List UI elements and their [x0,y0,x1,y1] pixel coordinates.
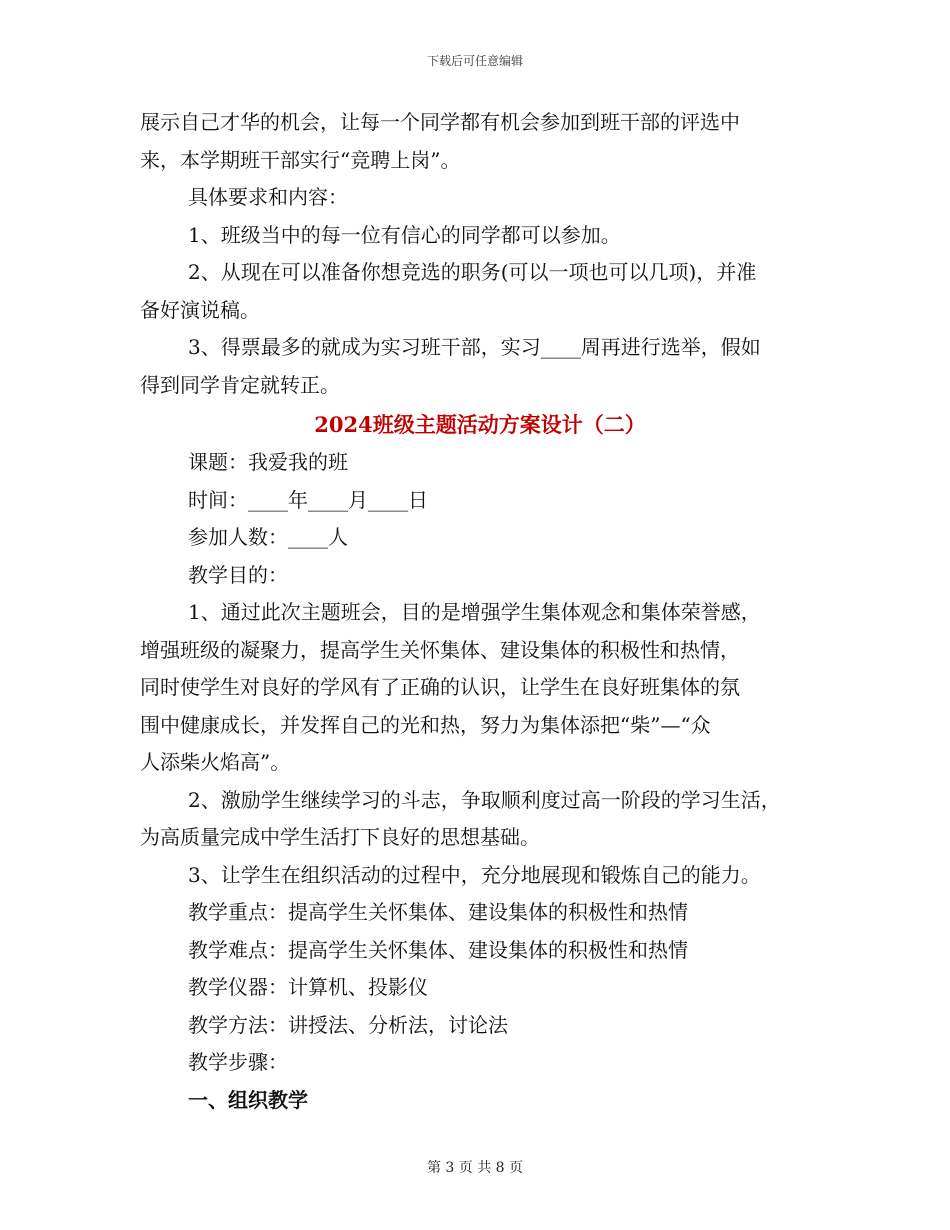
paragraph-line: 围中健康成长，并发挥自己的光和热，努力为集体添把“柴”—“众 [140,712,711,737]
paragraph-line: 展示自己才华的机会，让每一个同学都有机会参加到班干部的评选中 [140,110,740,134]
requirement-item-3: 3、得票最多的就成为实习班干部，实习____周再进行选举，假如 [188,335,761,359]
paragraph-line: 增强班级的凝聚力，提高学生关怀集体、建设集体的积极性和热情， [140,637,740,662]
difficulty-line: 教学难点：提高学生关怀集体、建设集体的积极性和热情 [188,937,688,962]
goal-item-3: 3、让学生在组织活动的过程中，充分地展现和锻炼自己的能力。 [188,862,761,887]
instruments-line: 教学仪器：计算机、投影仪 [188,975,428,999]
step-heading-1: 一、组织教学 [188,1087,308,1112]
document-body [140,104,820,1119]
paragraph-line: 为高质量完成中学生活打下良好的思想基础。 [140,825,540,849]
paragraph-line: 人添柴火焰高”。 [140,750,291,774]
goal-item-1: 1、通过此次主题班会，目的是增强学生集体观念和集体荣誉感， [188,600,761,624]
section-title: 2024班级主题活动方案设计（二） [314,412,646,437]
participants-line: 参加人数：____人 [188,525,348,549]
key-point-line: 教学重点：提高学生关怀集体、建设集体的积极性和热情 [188,900,688,924]
paragraph-line: 备好演说稿。 [140,297,260,322]
requirement-item-2: 2、从现在可以准备你想竞选的职务(可以一项也可以几项)，并准 [188,260,757,284]
goals-label: 教学目的： [188,562,288,587]
topic-line: 课题：我爱我的班 [188,450,348,474]
page-header: 下载后可任意编辑 [426,54,523,68]
paragraph-line: 得到同学肯定就转正。 [140,372,340,397]
requirement-item-1: 1、班级当中的每一位有信心的同学都可以参加。 [188,222,621,247]
paragraph-line: 同时使学生对良好的学风有了正确的认识，让学生在良好班集体的氛 [140,675,740,699]
steps-label: 教学步骤： [188,1050,288,1074]
requirements-label: 具体要求和内容： [188,185,348,209]
goal-item-2: 2、激励学生继续学习的斗志，争取顺利度过高一阶段的学习生活， [188,787,781,812]
methods-line: 教学方法：讲授法、分析法，讨论法 [188,1012,508,1037]
paragraph-line: 来，本学期班干部实行“竞聘上岗”。 [140,147,461,172]
time-line: 时间：____年____月____日 [188,487,428,512]
page-footer: 第 3 页 共 8 页 [426,1160,524,1176]
